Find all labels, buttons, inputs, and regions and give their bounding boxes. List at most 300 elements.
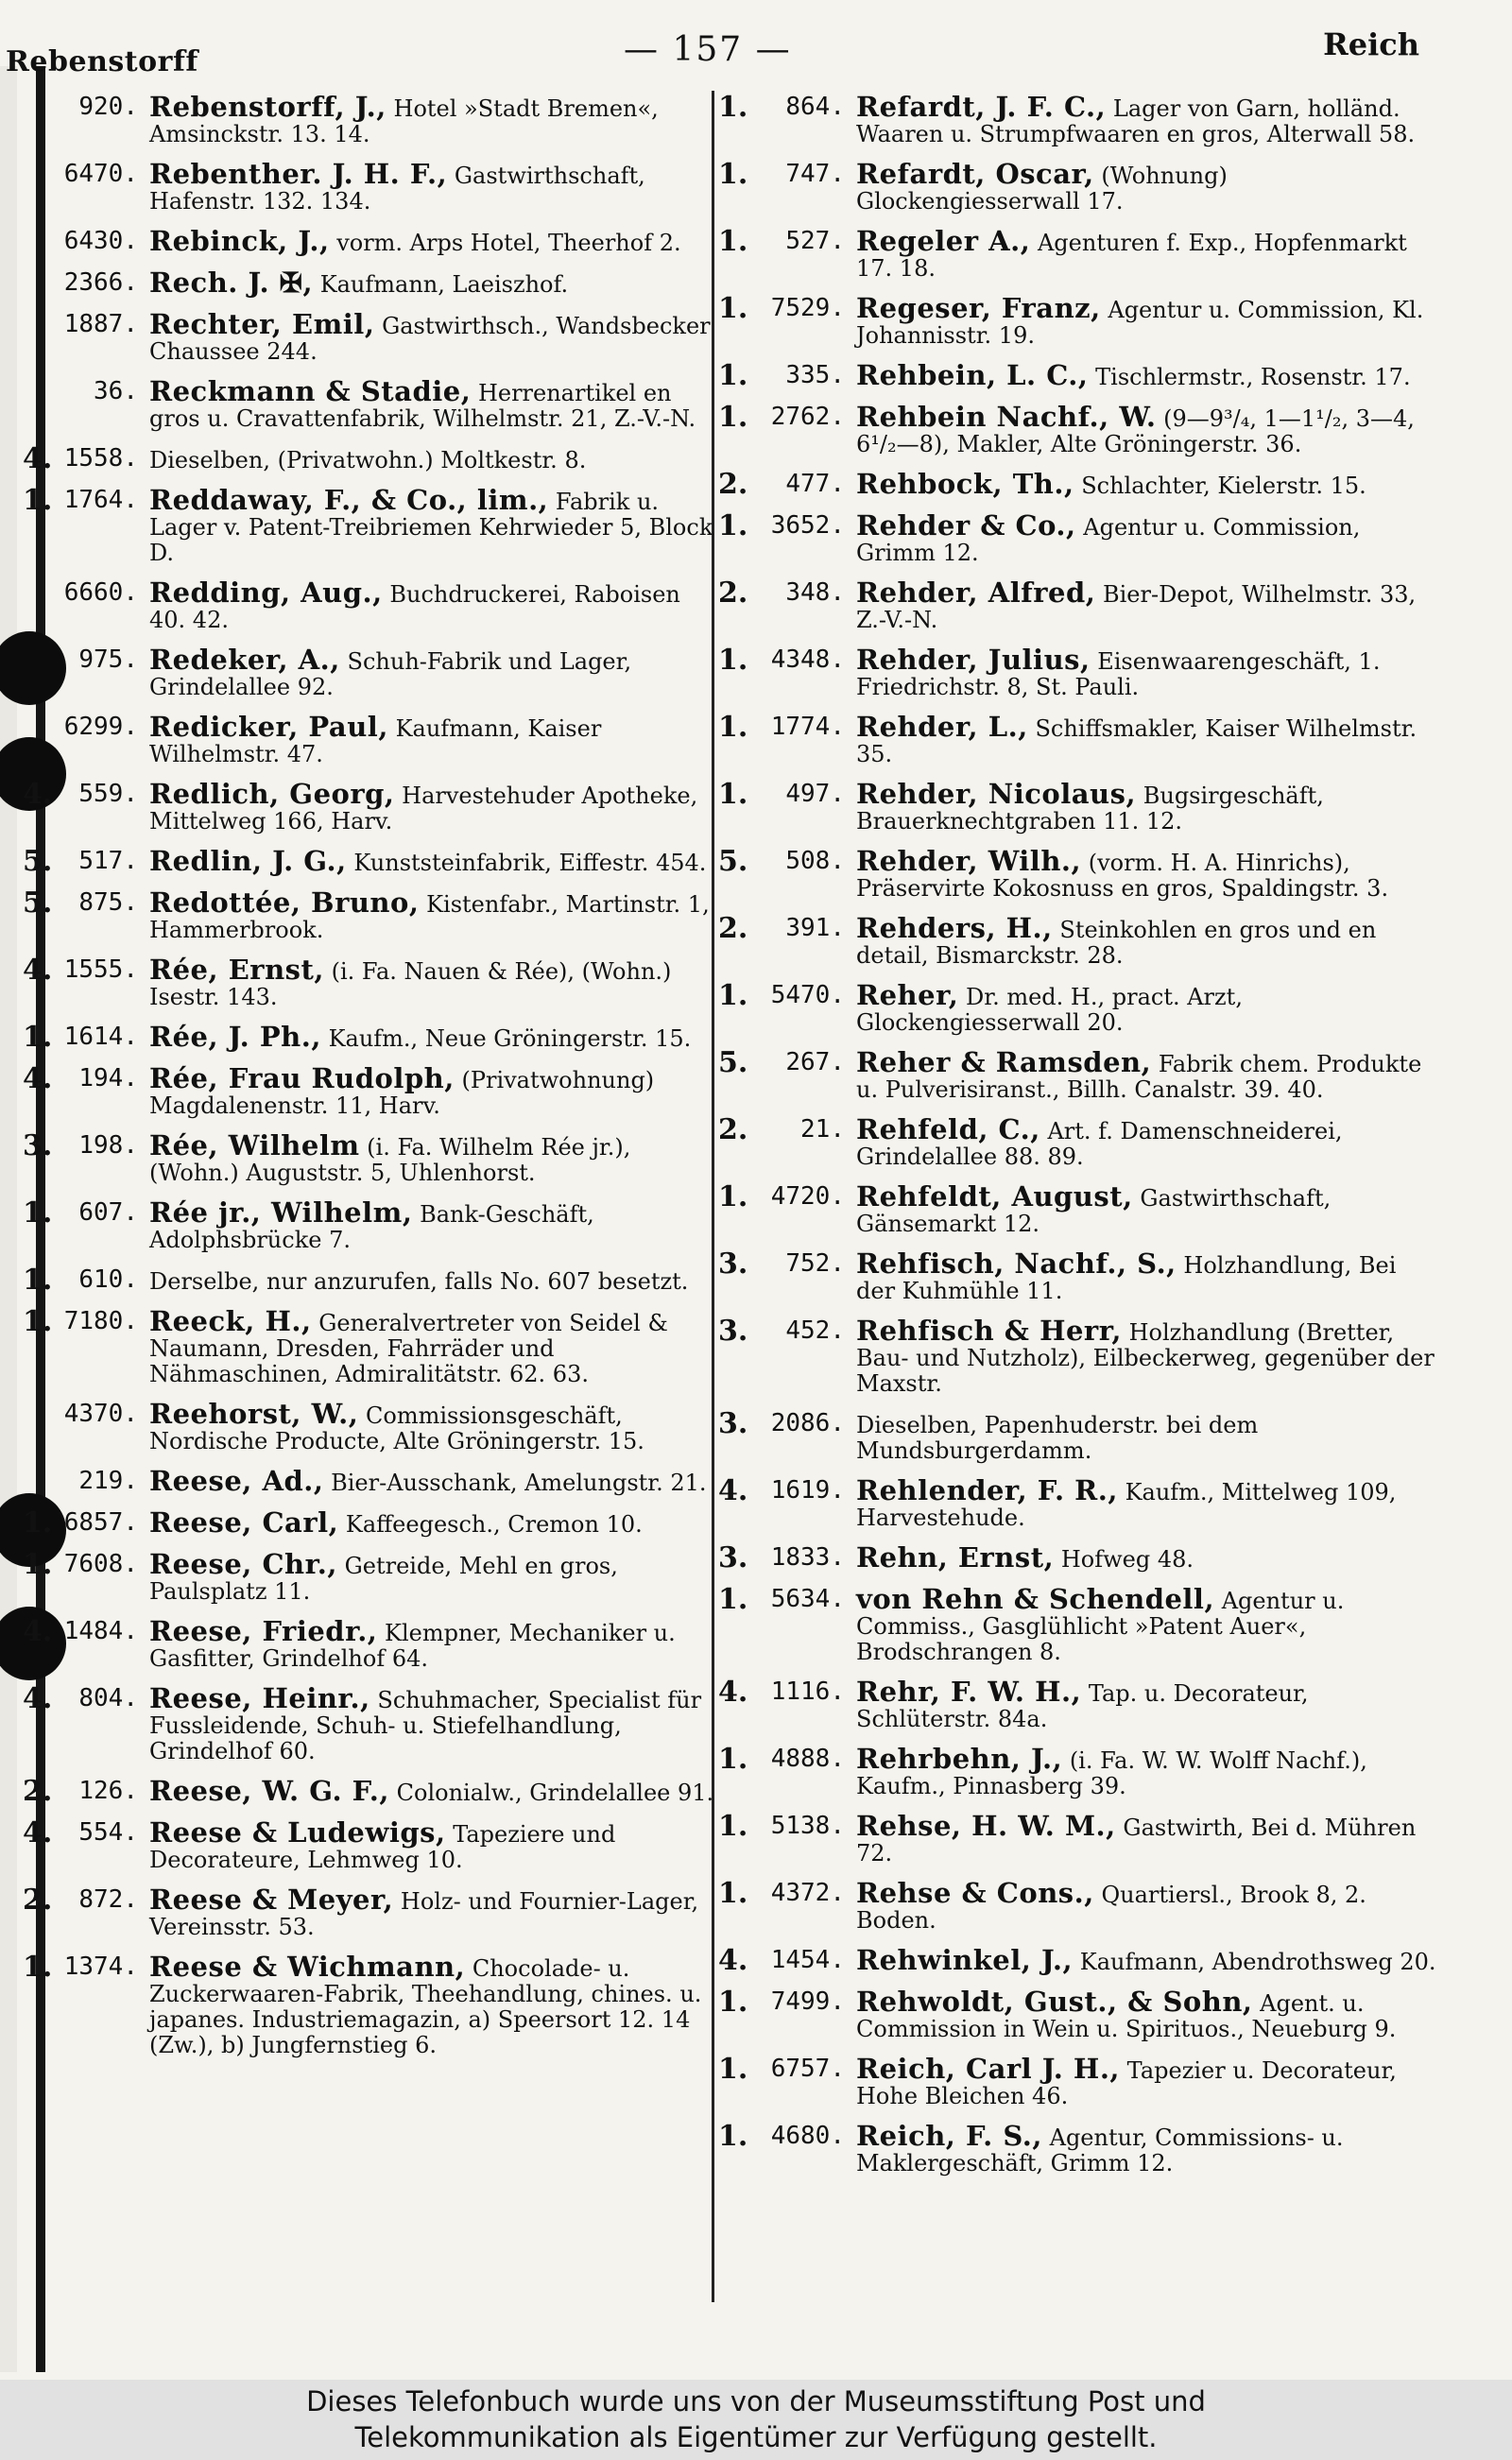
subscriber-name: Rehbein, L. C., [856,359,1089,391]
entry-text [149,1884,722,1940]
entry-text [856,1247,1436,1304]
page-number: — 157 — [624,30,792,69]
subscriber-name: Rehn, Ernst, [856,1541,1055,1574]
exchange-office: 1. [718,979,748,1012]
directory-entry [718,1474,1436,1531]
directory-entry [23,225,722,257]
subscriber-details: Agentur u. Commiss., Gasglühlicht »Patent Auer«, Brodschrangen 8. [856,1588,1345,1665]
directory-entry [718,1046,1436,1103]
exchange-office: 3. [718,1541,748,1574]
entry-text [856,1583,1436,1665]
phone-number: 554. [78,1818,138,1847]
exchange-office: 1. [718,1986,748,2019]
subscriber-details: vorm. Arps Hotel, Theerhof 2. [336,230,681,256]
exchange-office: 4. [23,954,53,987]
footer-line: Telekommunikation als Eigentümer zur Verfügung gestellt. [354,2421,1158,2453]
subscriber-details: Gastwirthschaft, Hafenstr. 132. 134. [149,163,645,215]
exchange-office: 3. [718,1315,748,1348]
entry-text [149,1548,722,1605]
subscriber-name: Rehder, Julius, [856,644,1091,676]
exchange-office [23,95,51,147]
phone-number: 752. [785,1249,845,1278]
directory-entry [23,1615,722,1672]
directory-entry [23,886,722,943]
subscriber-details: Buchdruckerei, Raboisen 40. 42. [149,581,680,633]
subscriber-details: (vorm. H. A. Hinrichs), Präservirte Kokosnuss en gros, Spaldingstr. 3. [856,850,1389,902]
phone-number: 3652. [770,511,845,540]
entry-text [149,267,722,299]
exchange-office: 4. [718,1676,748,1709]
subscriber-details: (9—9³/₄, 1—1¹/₂, 3—4, 6¹/₂—8), Makler, Alte Gröningerstr. 36. [856,405,1415,457]
directory-entry [718,979,1436,1036]
entry-text [856,158,1436,215]
directory-entry [23,308,722,365]
entry-text [149,1062,722,1119]
subscriber-name: Reese & Wichmann, [149,1951,466,1983]
phone-number: 335. [785,361,845,389]
subscriber-details: Kaufmann, Kaiser Wilhelmstr. 47. [149,715,602,767]
exchange-office: 1. [23,1305,53,1338]
exchange-office [23,270,51,298]
subscriber-name: Reese & Meyer, [149,1884,394,1916]
subscriber-details: Gastwirthsch., Wandsbecker Chaussee 244. [149,313,711,365]
directory-entry [23,1884,722,1940]
exchange-office: 1. [718,1583,748,1616]
phone-number: 1833. [770,1543,845,1572]
subscriber-details: Quartiersl., Brook 8, 2. Boden. [856,1882,1366,1934]
subscriber-name: Regeler A., [856,225,1031,257]
subscriber-details: Colonialw., Grindelallee 91. [396,1780,714,1806]
subscriber-details: (i. Fa. W. W. Wolff Nachf.), Kaufm., Pinnasberg 39. [856,1747,1367,1799]
directory-entry [23,1196,722,1253]
subscriber-name: Rehfeldt, August, [856,1180,1133,1213]
subscriber-name: Rehder, L., [856,711,1028,743]
exchange-office: 1. [23,484,53,517]
subscriber-name: Redlin, J. G., [149,845,347,877]
phone-number: 559. [78,780,138,808]
subscriber-details: (Wohnung) Glockengiesserwall 17. [856,163,1228,215]
exchange-office: 3. [718,1247,748,1281]
phone-number: 7529. [770,294,845,322]
subscriber-name: Redlich, Georg, [149,778,395,810]
subscriber-details: Kaufmann, Laeiszhof. [319,271,569,298]
phone-number: 126. [78,1777,138,1805]
right-column [718,91,1436,2191]
exchange-office: 1. [718,292,748,325]
subscriber-details: Chocolade- u. Zuckerwaaren-Fabrik, Theehandlung, chines. u. japanes. Industriemagazin, a) Speersort 12. 14 (Zw.), b) Jungfernstieg 6. [149,1955,702,2058]
entry-text [856,845,1436,902]
entry-text [856,509,1436,566]
directory-entry [718,1180,1436,1237]
subscriber-name: Rehfisch, Nachf., S., [856,1247,1177,1280]
subscriber-details: Schuhmacher, Specialist für Fussleidende, Schuh- u. Stiefelhandlung, Grindelhof 60. [149,1687,702,1764]
entry-text [149,1775,722,1807]
entry-text [149,1506,722,1539]
exchange-office: 1. [718,644,748,677]
exchange-office: 1. [718,1743,748,1776]
subscriber-name: Reese, Friedr., [149,1615,378,1647]
directory-entry [23,1305,722,1387]
phone-number: 2366. [63,268,138,297]
entry-text [856,644,1436,700]
phone-number: 36. [94,377,138,405]
phone-number: 6857. [63,1508,138,1537]
exchange-office: 2. [23,1884,53,1917]
directory-entry [718,1541,1436,1574]
phone-number: 1619. [770,1476,845,1505]
directory-entry [718,1877,1436,1934]
subscriber-name: Refardt, J. F. C., [856,91,1107,123]
subscriber-details: Agenturen f. Exp., Hopfenmarkt 17. 18. [856,230,1407,282]
exchange-office: 2. [718,912,748,945]
directory-entry [23,711,722,767]
exchange-office: 4. [23,1615,53,1648]
directory-entry [718,1986,1436,2042]
subscriber-details: Tischlermstr., Rosenstr. 17. [1095,364,1411,390]
phone-number: 872. [78,1885,138,1914]
subscriber-details: Bugsirgeschäft, Brauerknechtgraben 11. 12. [856,783,1324,834]
phone-number: 4720. [770,1182,845,1211]
exchange-office [23,312,51,365]
phone-number: 607. [78,1198,138,1227]
entry-text [149,711,722,767]
entry-text [856,1743,1436,1799]
directory-entry [718,509,1436,566]
subscriber-details: (Privatwohnung) Magdalenenstr. 11, Harv. [149,1067,655,1119]
entry-text [856,292,1436,349]
exchange-office: 1. [23,1951,53,1984]
entry-text [149,778,722,834]
entry-text [856,1877,1436,1934]
subscriber-details: (i. Fa. Wilhelm Rée jr.), (Wohn.) Auguststr. 5, Uhlenhorst. [149,1134,631,1186]
entry-text [149,845,722,877]
entry-text [856,468,1436,500]
directory-entry [23,778,722,834]
entry-text [149,308,722,365]
directory-entry [23,1682,722,1764]
entry-text [149,1021,722,1053]
subscriber-details: Dieselben, (Privatwohn.) Moltkestr. 8. [149,447,587,473]
exchange-office: 5. [23,886,53,920]
subscriber-details: Holzhandlung (Bretter, Bau- und Nutzholz), Eilbeckerweg, gegenüber der Maxstr. [856,1319,1435,1397]
directory-entry [23,1548,722,1605]
entry-text [856,1944,1436,1976]
page-header [0,17,1512,78]
directory-entry [23,954,722,1010]
phone-number: 1887. [63,310,138,338]
footer-notice [0,2380,1512,2460]
subscriber-name: Redding, Aug., [149,576,383,609]
directory-entry [718,1743,1436,1799]
directory-entry [718,401,1436,457]
exchange-office [23,647,51,700]
entry-text [856,1411,1436,1464]
directory-entry [718,1113,1436,1170]
subscriber-name: von Rehn & Schendell, [856,1583,1215,1615]
phone-number: 21. [800,1115,845,1144]
binding-margin [0,66,17,2372]
exchange-office: 4. [23,1816,53,1849]
subscriber-details: Kistenfabr., Martinstr. 1, Hammerbrook. [149,891,710,943]
directory-entry [23,1816,722,1873]
phone-number: 7180. [63,1307,138,1335]
directory-entry [718,359,1436,392]
entry-text [149,1267,722,1295]
subscriber-details: Schuh-Fabrik und Lager, Grindelallee 92. [149,648,632,700]
directory-entry [23,1465,722,1497]
directory-entry [23,1264,722,1297]
subscriber-details: Eisenwaarengeschäft, 1. Friedrichstr. 8, St. Pauli. [856,648,1381,700]
exchange-office: 5. [718,845,748,878]
phone-number: 527. [785,227,845,255]
subscriber-name: Rebenther. J. H. F., [149,158,448,190]
subscriber-details: Bank-Geschäft, Adolphsbrücke 7. [149,1201,594,1253]
subscriber-details: Dieselben, Papenhuderstr. bei dem Mundsburgerdamm. [856,1412,1259,1464]
entry-text [149,1196,722,1253]
phone-number: 747. [785,160,845,188]
entry-text [856,2120,1436,2176]
exchange-office: 1. [718,158,748,191]
exchange-office: 4. [23,442,53,475]
exchange-office: 1. [718,91,748,124]
entry-text [149,1129,722,1186]
exchange-office [23,714,51,767]
directory-entry [23,644,722,700]
entry-text [149,225,722,257]
entry-text [856,1474,1436,1531]
subscriber-name: Reich, Carl J. H., [856,2053,1121,2085]
phone-number: 219. [78,1467,138,1495]
left-column [23,91,722,2073]
entry-text [856,1315,1436,1397]
subscriber-name: Rehfisch & Herr, [856,1315,1122,1347]
phone-number: 1374. [63,1953,138,1981]
phone-number: 4348. [770,645,845,674]
entry-text [856,778,1436,834]
subscriber-details: Tap. u. Decorateur, Schlüterstr. 84a. [856,1680,1309,1732]
subscriber-details: Herrenartikel en gros u. Cravattenfabrik, Wilhelmstr. 21, Z.-V.-N. [149,380,696,432]
exchange-office [23,1402,51,1454]
exchange-office: 1. [23,1506,53,1540]
subscriber-name: Rehders, H., [856,912,1053,944]
header-first-name: Rebenstorff [6,45,198,78]
exchange-office: 1. [718,2053,748,2086]
subscriber-name: Rée, Frau Rudolph, [149,1062,455,1094]
directory-entry [718,1944,1436,1977]
subscriber-name: Rechter, Emil, [149,308,375,340]
directory-entry [23,91,722,147]
phone-number: 5470. [770,981,845,1009]
subscriber-details: Agent. u. Commission in Wein u. Spirituos., Neueburg 9. [856,1990,1397,2042]
subscriber-details: Tapezier u. Decorateur, Hohe Bleichen 46. [856,2057,1397,2109]
entry-text [856,1113,1436,1170]
entry-text [856,225,1436,282]
entry-text [856,359,1436,391]
subscriber-name: Rehder, Wilh., [856,845,1082,877]
subscriber-name: Redottée, Bruno, [149,886,420,919]
subscriber-name: Regeser, Franz, [856,292,1101,324]
directory-entry [718,292,1436,349]
directory-entry [23,845,722,878]
exchange-office: 1. [718,1810,748,1843]
subscriber-name: Rehwoldt, Gust., & Sohn, [856,1986,1253,2018]
subscriber-details: (i. Fa. Nauen & Rée), (Wohn.) Isestr. 143. [149,958,672,1010]
subscriber-details: Kunststeinfabrik, Eiffestr. 454. [353,850,707,876]
subscriber-details: Klempner, Mechaniker u. Gasfitter, Grindelhof 64. [149,1620,676,1672]
phone-number: 864. [785,93,845,121]
directory-entry [23,1129,722,1186]
subscriber-details: Tapeziere und Decorateure, Lehmweg 10. [149,1821,616,1873]
exchange-office: 1. [718,359,748,392]
entry-text [856,1541,1436,1574]
exchange-office: 1. [718,1877,748,1910]
entry-text [149,576,722,633]
subscriber-name: Rehder, Alfred, [856,576,1096,609]
subscriber-details: Commissionsgeschäft, Nordische Producte, Alte Gröningerstr. 15. [149,1402,644,1454]
exchange-office: 3. [23,1129,53,1162]
subscriber-name: Reehorst, W., [149,1398,359,1430]
subscriber-details: Agentur u. Commission, Kl. Johannisstr. 19. [856,297,1424,349]
exchange-office: 2. [718,1113,748,1146]
directory-entry [718,468,1436,501]
directory-entry [718,1583,1436,1665]
subscriber-name: Reese, Ad., [149,1465,324,1497]
subscriber-details: Schlachter, Kielerstr. 15. [1081,473,1366,499]
phone-number: 975. [78,645,138,674]
subscriber-name: Rehwinkel, J., [856,1944,1074,1976]
phone-number: 477. [785,470,845,498]
phone-number: 920. [78,93,138,121]
exchange-office: 1. [718,2120,748,2153]
subscriber-name: Rehder & Co., [856,509,1076,542]
phone-number: 1454. [770,1946,845,1974]
subscriber-name: Reese & Ludewigs, [149,1816,446,1849]
entry-text [149,375,722,432]
subscriber-details: Fabrik chem. Produkte u. Pulverisiranst., Billh. Canalstr. 39. 40. [856,1051,1422,1103]
phone-number: 267. [785,1048,845,1076]
subscriber-name: Redicker, Paul, [149,711,388,743]
subscriber-name: Rech. J. ✠, [149,267,314,299]
directory-entry [23,1775,722,1808]
phone-number: 1558. [63,444,138,473]
exchange-office [23,580,51,633]
entry-text [149,484,722,566]
entry-text [149,1816,722,1873]
entry-text [856,711,1436,767]
subscriber-details: Kaufm., Neue Gröningerstr. 15. [328,1025,692,1052]
exchange-office: 5. [23,845,53,878]
phone-number: 1555. [63,955,138,984]
directory-entry [23,1506,722,1540]
entry-text [149,886,722,943]
phone-number: 4888. [770,1745,845,1773]
subscriber-details: Kaufmann, Abendrothsweg 20. [1079,1949,1436,1975]
subscriber-name: Rehse, H. W. M., [856,1810,1116,1842]
subscriber-details: Hofweg 48. [1060,1546,1194,1573]
subscriber-name: Rehder, Nicolaus, [856,778,1137,810]
subscriber-name: Rehfeld, C., [856,1113,1040,1145]
subscriber-details: Kaffeegesch., Cremon 10. [345,1511,643,1538]
exchange-office: 2. [23,1775,53,1808]
entry-text [856,1180,1436,1237]
subscriber-details: Agentur, Commissions- u. Maklergeschäft, Grimm 12. [856,2125,1344,2176]
entry-text [149,1398,722,1454]
directory-entry [718,912,1436,969]
subscriber-name: Redeker, A., [149,644,340,676]
subscriber-name: Reher & Ramsden, [856,1046,1152,1078]
directory-entry [23,1062,722,1119]
header-last-name: Reich [1323,26,1419,62]
directory-entry [718,1315,1436,1397]
subscriber-details: Gastwirthschaft, Gänsemarkt 12. [856,1185,1332,1237]
directory-entry [718,845,1436,902]
subscriber-name: Reher, [856,979,959,1011]
entry-text [149,644,722,700]
phone-number: 4680. [770,2122,845,2150]
exchange-office: 2. [718,576,748,610]
directory-entry [718,711,1436,767]
exchange-office: 5. [718,1046,748,1079]
directory-entry [23,375,722,432]
subscriber-name: Reese, Chr., [149,1548,337,1580]
exchange-office [23,162,51,215]
phone-number: 6299. [63,713,138,741]
subscriber-name: Reese, Heinr., [149,1682,370,1714]
directory-entry [718,1676,1436,1732]
entry-text [856,1986,1436,2042]
exchange-office: 1. [23,1021,53,1054]
subscriber-details: Kaufm., Mittelweg 109, Harvestehude. [856,1479,1397,1531]
phone-number: 1116. [770,1677,845,1706]
directory-entry [23,267,722,299]
directory-entry [718,2053,1436,2109]
entry-text [149,1951,722,2058]
exchange-office: 4. [718,1944,748,1977]
entry-text [149,158,722,215]
phone-number: 6757. [770,2055,845,2083]
directory-entry [718,2120,1436,2176]
subscriber-name: Rehbein Nachf., W. [856,401,1157,433]
entry-text [149,446,722,473]
subscriber-details: Bier-Depot, Wilhelmstr. 33, Z.-V.-N. [856,581,1417,633]
phone-number: 7499. [770,1987,845,2016]
exchange-office [23,379,51,432]
phone-number: 6660. [63,578,138,607]
exchange-office: 4. [718,1474,748,1507]
subscriber-name: Reeck, H., [149,1305,312,1337]
entry-text [856,2053,1436,2109]
subscriber-name: Rehse & Cons., [856,1877,1094,1909]
exchange-office [23,229,51,256]
subscriber-details: Agentur u. Commission, Grimm 12. [856,514,1361,566]
entry-text [856,91,1436,147]
entry-text [149,1465,722,1497]
phone-number: 6430. [63,227,138,255]
entry-text [856,979,1436,1036]
phone-number: 508. [785,847,845,875]
exchange-office: 4. [23,778,53,811]
exchange-office: 1. [718,509,748,542]
exchange-office: 3. [718,1407,748,1440]
directory-entry [23,158,722,215]
subscriber-details: Getreide, Mehl en gros, Paulsplatz 11. [149,1553,618,1605]
exchange-office: 1. [718,1180,748,1213]
phone-number: 497. [785,780,845,808]
exchange-office [23,1469,51,1496]
subscriber-details: Fabrik u. Lager v. Patent-Treibriemen Kehrwieder 5, Block D. [149,489,713,566]
subscriber-details: Holzhandlung, Bei der Kuhmühle 11. [856,1252,1397,1304]
phone-number: 391. [785,914,845,942]
